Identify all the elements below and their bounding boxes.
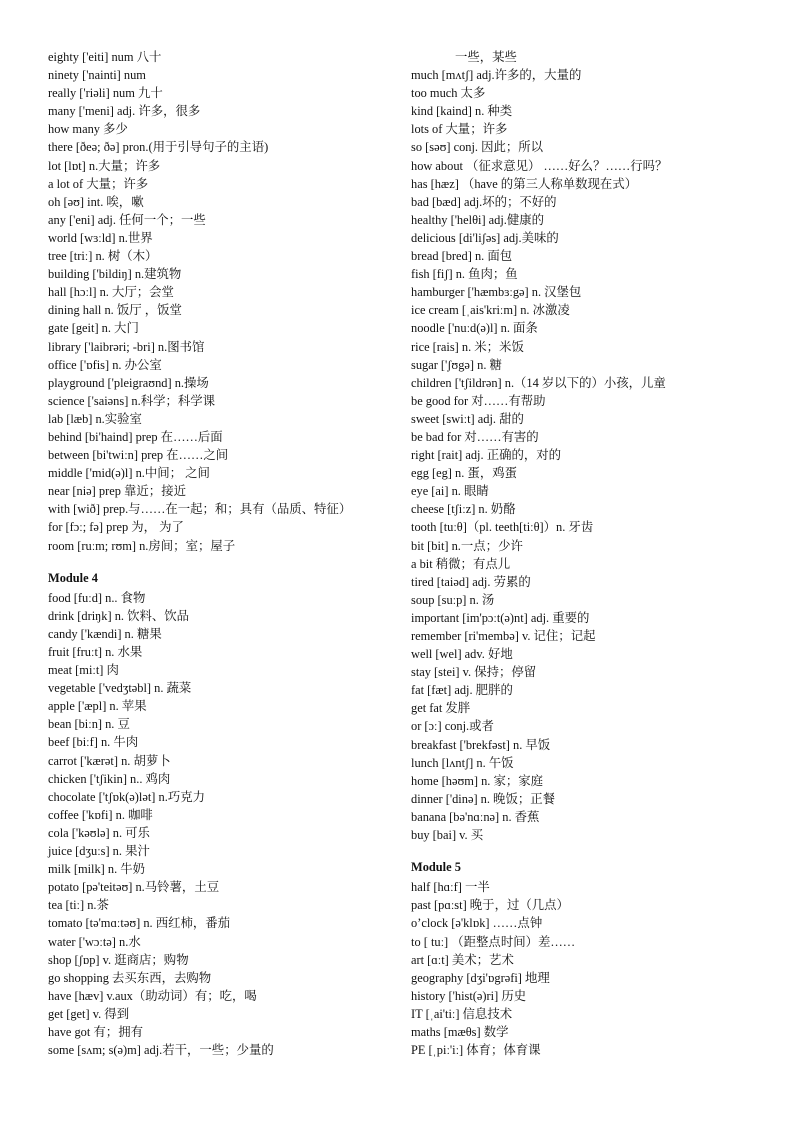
vocab-entry: how about （征求意见） ……好么？……行吗？: [411, 158, 668, 173]
vocab-entry: important [im'pɔːt(ə)nt] adj. 重要的: [411, 610, 590, 625]
vocab-entry: much [mʌtʃ] adj.许多的，大量的: [411, 68, 582, 83]
vocab-entry: hamburger ['hæmbɜːgə] n. 汉堡包: [411, 285, 582, 300]
vocab-entry: many ['meni] adj. 许多，很多: [48, 104, 201, 119]
vocab-entry: fruit [fruːt] n. 水果: [48, 645, 143, 659]
vocab-entry: history ['hist(ə)ri] 历史: [411, 988, 527, 1003]
vocab-entry: healthy ['helθi] adj.健康的: [411, 212, 545, 227]
vocab-entry: a bit 稍微；有点儿: [411, 556, 511, 571]
vocab-entry: eighty ['eiti] num 八十: [48, 50, 162, 64]
vocab-entry: 一些，某些: [455, 50, 517, 64]
vocab-entry: too much 太多: [411, 86, 486, 101]
vocab-entry: children ['tʃildrən] n.（14 岁以下的）小孩，儿童: [411, 375, 666, 390]
vocab-entry: really ['riəli] num 九十: [48, 86, 163, 101]
vocab-entry: fish [fiʃ] n. 鱼肉；鱼: [411, 267, 518, 282]
vocab-entry: shop [ʃɒp] v. 逛商店；购物: [48, 952, 189, 967]
vocab-entry: maths [mæθs] 数学: [411, 1024, 509, 1039]
vocab-entry: library ['laibrəri; -bri] n.图书馆: [48, 339, 205, 354]
vocab-entry: dinner ['dinə] n. 晚饭；正餐: [411, 791, 556, 806]
module-heading: Module 5: [411, 860, 461, 875]
vocab-entry: o’clock [ə'klɒk] ……点钟: [411, 916, 543, 931]
vocab-entry: bit [bit] n.一点；少许: [411, 538, 523, 553]
vocab-entry: well [wel] adv. 好地: [411, 647, 513, 662]
vocab-entry: beef [biːf] n. 牛肉: [48, 735, 139, 750]
vocab-entry: kind [kaind] n. 种类: [411, 104, 513, 119]
vocab-entry: building ['bildiŋ] n.建筑物: [48, 267, 182, 282]
vocab-entry: egg [eg] n. 蛋，鸡蛋: [411, 466, 517, 481]
vocab-entry: soup [suːp] n. 汤: [411, 592, 495, 607]
vocab-entry: apple ['æpl] n. 苹果: [48, 699, 147, 714]
vocab-entry: have [hæv] v.aux（助动词）有；吃，喝: [48, 988, 257, 1003]
vocab-entry: food [fuːd] n.. 食物: [48, 590, 146, 605]
vocab-entry: tooth [tuːθ]（pl. teeth[tiːθ]）n. 牙齿: [411, 520, 594, 535]
vocab-entry: drink [driŋk] n. 饮料、饮品: [48, 608, 190, 623]
vocab-entry: art [ɑːt] 美术；艺术: [411, 952, 514, 967]
vocab-entry: IT [ˌai'tiː] 信息技术: [411, 1006, 513, 1021]
vocab-entry: gate [geit] n. 大门: [48, 321, 139, 336]
vocab-entry: cola ['kəʊlə] n. 可乐: [48, 825, 150, 840]
vocab-entry: get [get] v. 得到: [48, 1006, 130, 1021]
vocab-entry: middle ['mid(ə)l] n.中间； 之间: [48, 466, 210, 481]
vocab-entry: breakfast ['brekfəst] n. 早饭: [411, 737, 551, 752]
vocab-entry: have got 有；拥有: [48, 1024, 143, 1039]
vocab-entry: science ['saiəns] n.科学；科学课: [48, 393, 216, 408]
vocab-entry: cheese [tʃiːz] n. 奶酪: [411, 502, 516, 517]
vocab-entry: home [həʊm] n. 家；家庭: [411, 773, 544, 788]
vocab-entry: remember [ri'membə] v. 记住；记起: [411, 629, 596, 643]
module-heading: Module 4: [48, 570, 98, 585]
vocab-entry: how many 多少: [48, 122, 128, 137]
vocab-entry: sugar ['ʃʊgə] n. 糖: [411, 357, 502, 372]
vocab-entry: dining hall n. 饭厅 ，饭堂: [48, 303, 182, 318]
vocab-entry: be good for 对……有帮助: [411, 393, 546, 408]
vocab-entry: oh [əʊ] int. 唉，嗽: [48, 194, 144, 209]
vocab-entry: has [hæz] （have 的第三人称单数现在式）: [411, 176, 638, 191]
vocab-entry: office ['ɒfis] n. 办公室: [48, 357, 162, 372]
vocab-entry: so [səʊ] conj. 因此；所以: [411, 140, 544, 155]
vocab-entry: to [ tuː] （距整点时间）差……: [411, 934, 576, 949]
vocab-entry: past [pɑːst] 晚于，过（几点）: [411, 898, 569, 913]
vocab-entry: be bad for 对……有害的: [411, 429, 539, 444]
vocab-entry: get fat 发胖: [411, 701, 471, 716]
left-column: [48, 48, 398, 1059]
vocab-entry: rice [rais] n. 米；米饭: [411, 339, 524, 354]
vocab-entry: meat [miːt] 肉: [48, 663, 119, 678]
vocab-entry: noodle ['nuːd(ə)l] n. 面条: [411, 321, 538, 336]
vocab-entry: playground ['pleigraʊnd] n.操场: [48, 375, 209, 390]
vocab-entry: lots of 大量；许多: [411, 122, 508, 137]
vocab-entry: world [wɜːld] n.世界: [48, 230, 153, 245]
vocab-entry: room [ruːm; rʊm] n.房间；室；屋子: [48, 538, 236, 553]
vocab-entry: sweet [swiːt] adj. 甜的: [411, 411, 524, 426]
vocab-entry: between [bi'twiːn] prep 在……之间: [48, 448, 229, 463]
vocab-entry: potato [pə'teitəʊ] n.马铃薯，土豆: [48, 880, 220, 895]
vocab-entry: lunch [lʌntʃ] n. 午饭: [411, 755, 514, 770]
vocab-entry: tired [taiəd] adj. 劳累的: [411, 574, 531, 589]
vocab-entry: bread [bred] n. 面包: [411, 249, 513, 264]
vocab-entry: vegetable ['vedʒtəbl] n. 蔬菜: [48, 681, 192, 696]
vocab-entry: ninety ['nainti] num: [48, 68, 146, 83]
vocab-entry: tomato [tə'mɑːtəʊ] n. 西红柿，番茄: [48, 916, 231, 931]
vocab-entry: eye [ai] n. 眼睛: [411, 484, 489, 499]
vocab-entry: bad [bæd] adj.坏的；不好的: [411, 194, 557, 209]
vocab-entry: fat [fæt] adj. 肥胖的: [411, 683, 513, 698]
vocab-entry: geography [dʒi'ɒgrəfi] 地理: [411, 970, 550, 985]
vocab-entry: right [rait] adj. 正确的，对的: [411, 448, 562, 463]
vocab-entry: buy [bai] v. 买: [411, 828, 484, 843]
vocab-entry: carrot ['kærət] n. 胡萝卜: [48, 753, 171, 768]
vocab-entry: a lot of 大量；许多: [48, 176, 149, 191]
vocab-entry: juice [dʒuːs] n. 果汁: [48, 844, 150, 859]
vocab-entry: for [fɔː; fə] prep 为， 为了: [48, 520, 184, 535]
vocab-entry: any ['eni] adj. 任何一个；一些: [48, 212, 206, 227]
vocab-entry: with [wið] prep.与……在一起；和；具有（品质、特征）: [48, 502, 352, 517]
vocab-entry: chicken ['tʃikin] n.. 鸡肉: [48, 771, 171, 786]
vocab-entry: some [sʌm; s(ə)m] adj.若干，一些；少量的: [48, 1043, 274, 1058]
vocab-entry: chocolate ['tʃɒk(ə)lət] n.巧克力: [48, 789, 205, 804]
vocab-entry: candy ['kændi] n. 糖果: [48, 626, 162, 641]
vocab-entry: go shopping 去买东西，去购物: [48, 970, 212, 985]
vocab-entry: milk [milk] n. 牛奶: [48, 862, 146, 877]
vocab-entry: half [hɑːf] 一半: [411, 880, 490, 895]
vocab-entry: PE [ˌpiː'iː] 体育；体育课: [411, 1043, 541, 1058]
vocab-entry: behind [bi'haind] prep 在……后面: [48, 429, 223, 444]
vocab-entry: near [niə] prep 靠近；接近: [48, 484, 186, 499]
vocab-entry: lab [læb] n.实验室: [48, 411, 142, 426]
vocab-entry: hall [hɔːl] n. 大厅；会堂: [48, 285, 174, 300]
vocab-entry: banana [bə'nɑːnə] n. 香蕉: [411, 809, 540, 824]
vocab-entry: there [ðeə; ðə] pron.(用于引导句子的主语): [48, 140, 269, 155]
vocab-entry: stay [stei] v. 保持；停留: [411, 665, 537, 680]
vocab-entry: bean [biːn] n. 豆: [48, 717, 130, 732]
vocab-entry: ice cream [ˌais'kriːm] n. 冰激凌: [411, 303, 570, 318]
right-column: [411, 48, 756, 1059]
vocab-entry: delicious [di'liʃəs] adj.美味的: [411, 230, 559, 245]
vocab-entry: or [ɔː] conj.或者: [411, 719, 494, 734]
vocab-entry: coffee ['kɒfi] n. 咖啡: [48, 807, 153, 822]
vocab-entry: tree [triː] n. 树（木）: [48, 249, 158, 264]
vocab-entry: water ['wɔːtə] n.水: [48, 934, 141, 949]
vocab-entry: tea [tiː] n.茶: [48, 898, 109, 913]
vocab-entry: lot [lɒt] n.大量；许多: [48, 158, 161, 173]
